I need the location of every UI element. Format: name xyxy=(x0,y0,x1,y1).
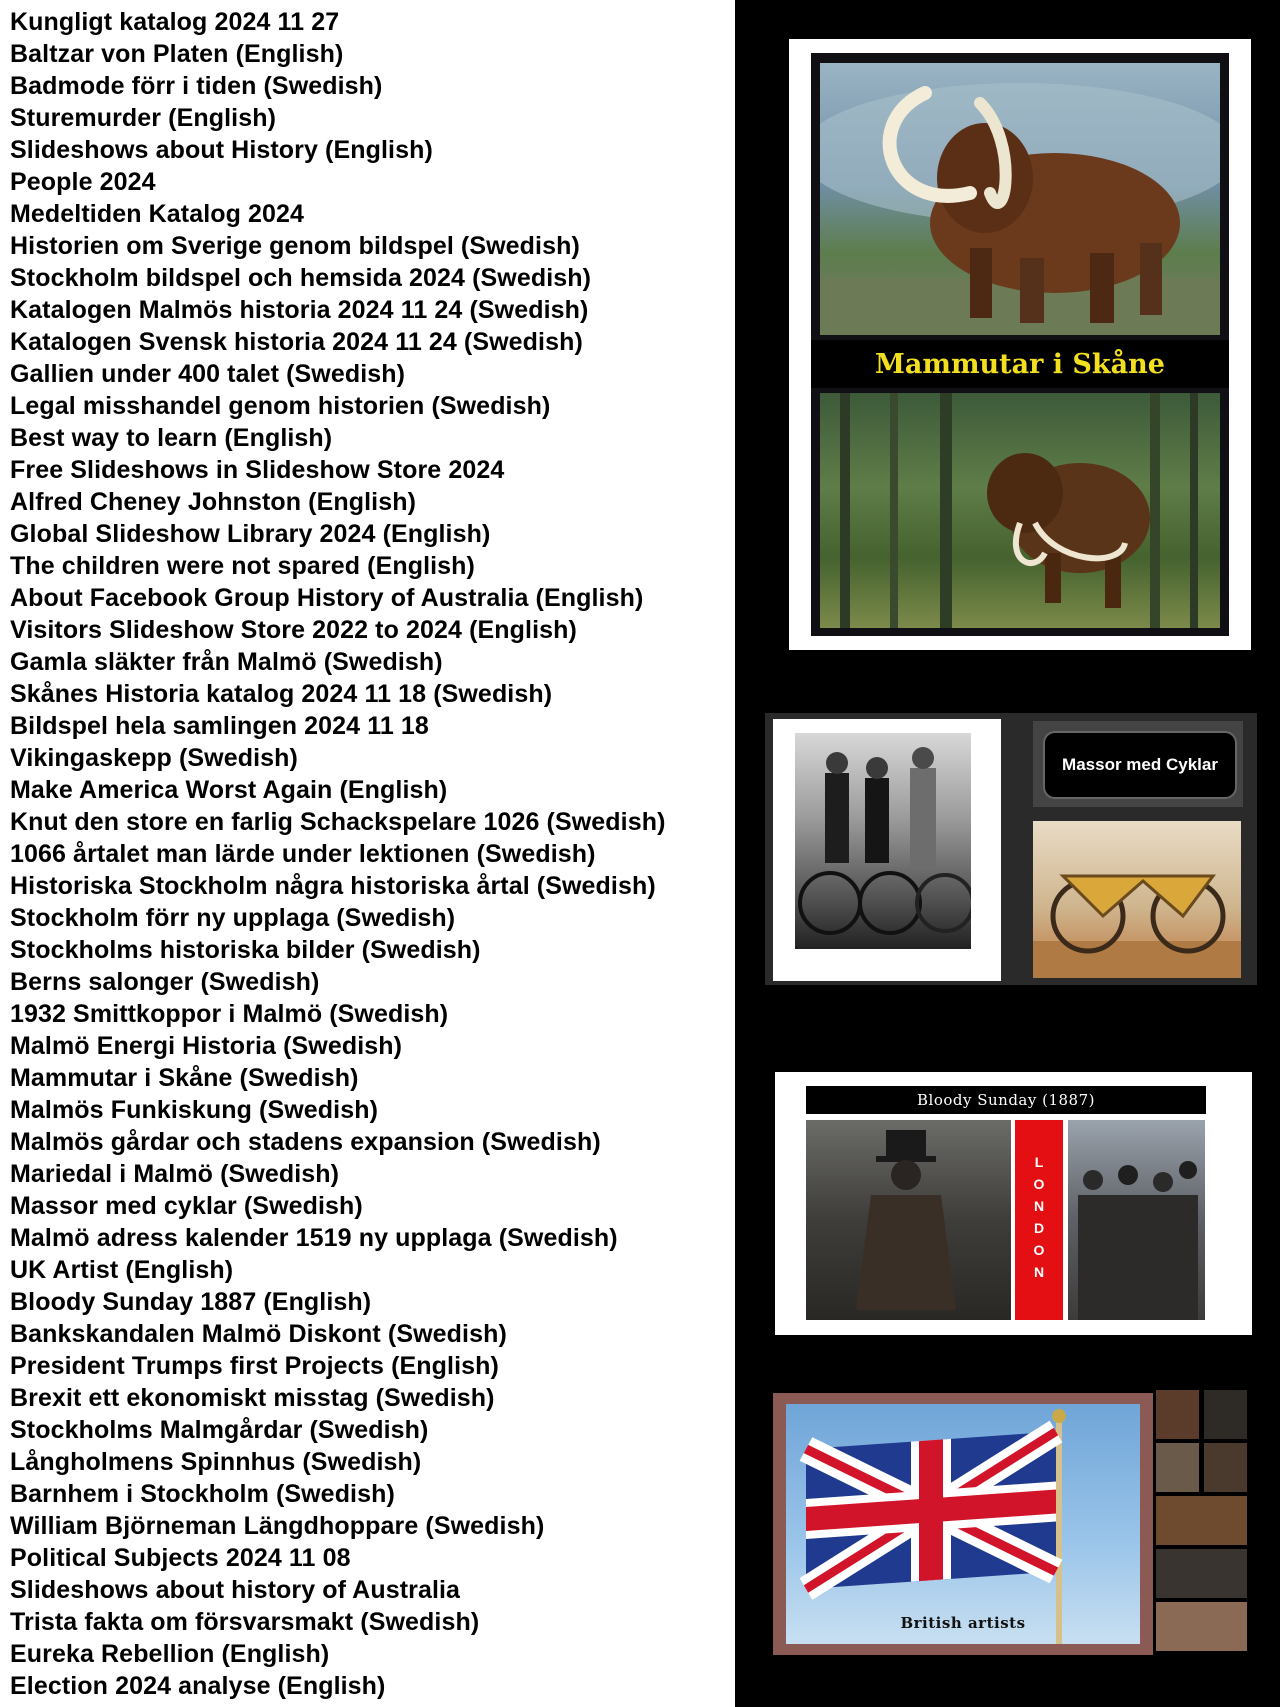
catalog-link[interactable]: Trista fakta om försvarsmakt (Swedish) xyxy=(10,1608,480,1636)
mammoth-illustration xyxy=(820,63,1220,335)
bicycles-label: Massor med Cyklar xyxy=(1043,731,1237,799)
union-jack-photo xyxy=(786,1404,1140,1644)
catalog-link[interactable]: Skånes Historia katalog 2024 11 18 (Swedish) xyxy=(10,680,553,708)
mammoth-image-top xyxy=(820,63,1220,335)
cyclists-illustration xyxy=(795,733,971,949)
bicycles-card[interactable] xyxy=(765,713,1257,985)
catalog-link[interactable]: Legal misshandel genom historien (Swedish) xyxy=(10,392,551,420)
artist-thumbnail xyxy=(1156,1602,1247,1651)
catalog-link[interactable]: Stockholm bildspel och hemsida 2024 (Swedish) xyxy=(10,264,592,292)
catalog-link[interactable]: Political Subjects 2024 11 08 xyxy=(10,1544,351,1572)
catalog-link[interactable]: Malmö adress kalender 1519 ny upplaga (Swedish) xyxy=(10,1224,618,1252)
catalog-link[interactable]: Berns salonger (Swedish) xyxy=(10,968,320,996)
london-banner xyxy=(1015,1120,1063,1320)
catalog-link[interactable]: Mariedal i Malmö (Swedish) xyxy=(10,1160,340,1188)
catalog-link[interactable]: Baltzar von Platen (English) xyxy=(10,40,344,68)
catalog-link[interactable]: The children were not spared (English) xyxy=(10,552,475,580)
draisine-illustration xyxy=(1033,821,1241,978)
catalog-link[interactable]: Mammutar i Skåne (Swedish) xyxy=(10,1064,359,1092)
artist-thumbnail xyxy=(1204,1390,1247,1439)
catalog-link[interactable]: Bankskandalen Malmö Diskont (Swedish) xyxy=(10,1320,507,1348)
catalog-link[interactable]: Medeltiden Katalog 2024 xyxy=(10,200,305,228)
catalog-link[interactable]: Stockholms historiska bilder (Swedish) xyxy=(10,936,481,964)
catalog-link[interactable]: Bildspel hela samlingen 2024 11 18 xyxy=(10,712,429,740)
catalog-link[interactable]: Långholmens Spinnhus (Swedish) xyxy=(10,1448,422,1476)
catalog-link[interactable]: Badmode förr i tiden (Swedish) xyxy=(10,72,383,100)
catalog-link[interactable]: Stockholm förr ny upplaga (Swedish) xyxy=(10,904,456,932)
catalog-link[interactable]: People 2024 xyxy=(10,168,156,196)
mammoth-card-frame xyxy=(811,53,1229,636)
union-jack-flag-icon xyxy=(786,1404,1140,1644)
catalog-link[interactable]: Malmös Funkiskung (Swedish) xyxy=(10,1096,379,1124)
catalog-link[interactable]: Historien om Sverige genom bildspel (Swedish) xyxy=(10,232,580,260)
catalog-link[interactable]: Gamla släkter från Malmö (Swedish) xyxy=(10,648,443,676)
mammoth-title-bar xyxy=(811,340,1229,388)
catalog-link[interactable]: Alfred Cheney Johnston (English) xyxy=(10,488,416,516)
catalog-link[interactable]: 1932 Smittkoppor i Malmö (Swedish) xyxy=(10,1000,449,1028)
catalog-link[interactable]: Katalogen Malmös historia 2024 11 24 (Swedish) xyxy=(10,296,589,324)
catalog-link[interactable]: Massor med cyklar (Swedish) xyxy=(10,1192,363,1220)
thumbnail-panel xyxy=(735,0,1280,1707)
catalog-link[interactable]: Katalogen Svensk historia 2024 11 24 (Swedish) xyxy=(10,328,583,356)
catalog-link[interactable]: Malmö Energi Historia (Swedish) xyxy=(10,1032,403,1060)
catalog-list xyxy=(10,6,666,1702)
catalog-link[interactable]: UK Artist (English) xyxy=(10,1256,234,1284)
catalog-link[interactable]: Kungligt katalog 2024 11 27 xyxy=(10,8,340,36)
catalog-link[interactable]: William Björneman Längdhoppare (Swedish) xyxy=(10,1512,545,1540)
bloody-sunday-crowd-photo xyxy=(1068,1120,1205,1320)
mammoth-forest-illustration xyxy=(820,393,1220,628)
catalog-link[interactable]: Election 2024 analyse (English) xyxy=(10,1672,386,1700)
catalog-link[interactable]: Slideshows about history of Australia xyxy=(10,1576,461,1604)
artist-thumbnail xyxy=(1156,1443,1199,1492)
crowd-illustration xyxy=(1068,1120,1205,1320)
artist-thumbnail xyxy=(1156,1390,1199,1439)
catalog-link[interactable]: Free Slideshows in Slideshow Store 2024 xyxy=(10,456,505,484)
british-artists-caption: British artists xyxy=(900,1614,1026,1632)
catalog-link[interactable]: Make America Worst Again (English) xyxy=(10,776,448,804)
catalog-link[interactable]: About Facebook Group History of Australia (English) xyxy=(10,584,644,612)
catalog-link[interactable]: Eureka Rebellion (English) xyxy=(10,1640,330,1668)
bloody-sunday-card[interactable] xyxy=(775,1072,1252,1335)
artist-thumbnail xyxy=(1204,1443,1247,1492)
catalog-link[interactable]: Slideshows about History (English) xyxy=(10,136,433,164)
artist-thumbnail xyxy=(1156,1549,1247,1598)
british-artists-card[interactable] xyxy=(773,1390,1253,1656)
catalog-link[interactable]: Brexit ett ekonomiskt misstag (Swedish) xyxy=(10,1384,495,1412)
catalog-link[interactable]: Bloody Sunday 1887 (English) xyxy=(10,1288,372,1316)
mammoth-card[interactable] xyxy=(789,39,1251,650)
bloody-sunday-figure-photo xyxy=(806,1120,1011,1320)
london-text: LONDON xyxy=(1031,1154,1047,1286)
catalog-link[interactable]: President Trumps first Projects (English) xyxy=(10,1352,499,1380)
british-artists-frame xyxy=(773,1393,1153,1655)
top-hat-figure-illustration xyxy=(806,1120,1011,1320)
catalog-link[interactable]: Malmös gårdar och stadens expansion (Swedish) xyxy=(10,1128,601,1156)
artist-thumbnails xyxy=(1156,1390,1252,1656)
bloody-sunday-title: Bloody Sunday (1887) xyxy=(806,1086,1206,1114)
catalog-link[interactable]: Visitors Slideshow Store 2022 to 2024 (English) xyxy=(10,616,577,644)
catalog-link[interactable]: Sturemurder (English) xyxy=(10,104,277,132)
draisine-photo xyxy=(1033,821,1241,978)
catalog-link[interactable]: Global Slideshow Library 2024 (English) xyxy=(10,520,491,548)
catalog-link[interactable]: Barnhem i Stockholm (Swedish) xyxy=(10,1480,395,1508)
bicycles-historic-photo xyxy=(795,733,971,949)
catalog-link[interactable]: Best way to learn (English) xyxy=(10,424,333,452)
artist-thumbnail xyxy=(1156,1496,1247,1545)
catalog-link[interactable]: 1066 årtalet man lärde under lektionen (Swedish) xyxy=(10,840,596,868)
catalog-link[interactable]: Vikingaskepp (Swedish) xyxy=(10,744,298,772)
bicycles-photo-frame xyxy=(773,719,1001,981)
catalog-link[interactable]: Historiska Stockholm några historiska årtal (Swedish) xyxy=(10,872,656,900)
catalog-link[interactable]: Stockholms Malmgårdar (Swedish) xyxy=(10,1416,429,1444)
catalog-link[interactable]: Knut den store en farlig Schackspelare 1026 (Swedish) xyxy=(10,808,666,836)
bicycles-label-frame xyxy=(1033,721,1243,807)
catalog-link[interactable]: Gallien under 400 talet (Swedish) xyxy=(10,360,406,388)
mammoth-title: Mammutar i Skåne xyxy=(875,348,1165,380)
mammoth-image-bottom xyxy=(820,393,1220,628)
